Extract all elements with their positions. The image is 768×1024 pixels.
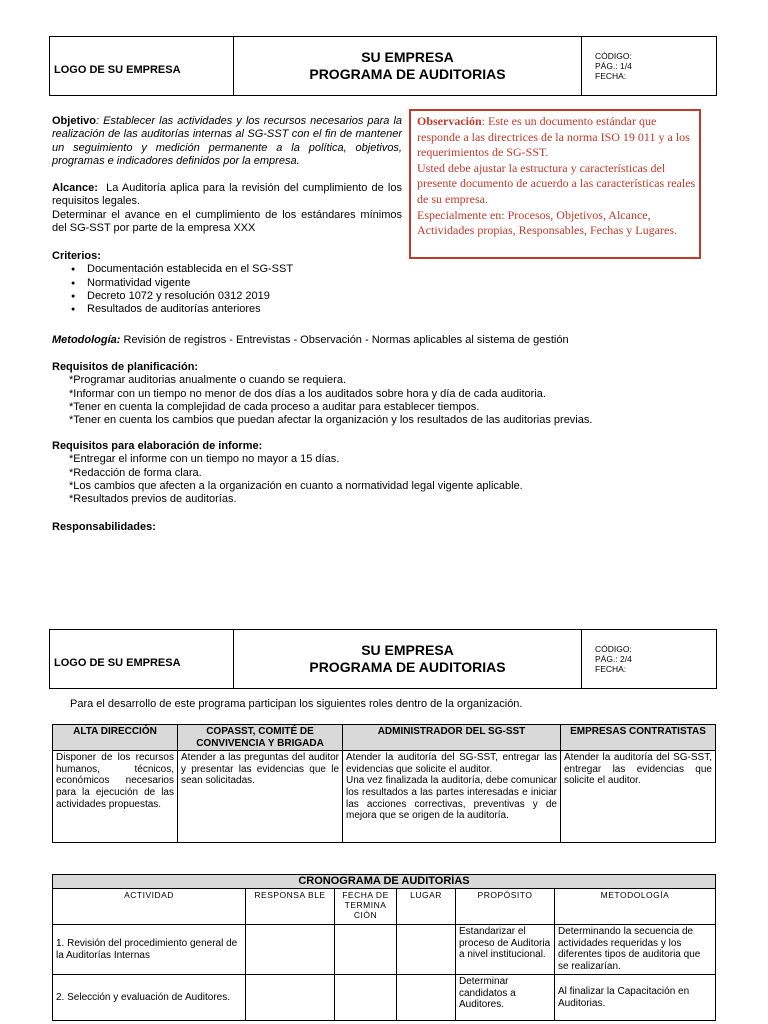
roles-cell: Disponer de los recursos humanos, técnicos, económicos necesarios para la ejecución de las actividades propuestas. — [53, 751, 178, 843]
schedule-table — [52, 874, 716, 1021]
informe-label: Requisitos para elaboración de informe: — [52, 440, 263, 452]
schedule-cell — [397, 925, 456, 975]
criterios-section — [52, 250, 552, 316]
schedule-header: ACTIVIDAD — [53, 889, 246, 925]
schedule-cell: Determinar candidatos a Auditores. — [456, 975, 555, 1021]
roles-cell-text: Atender la auditoría del SG-SST, entregar las evidencias que solicite el auditor. — [346, 752, 557, 775]
informe-section — [52, 440, 712, 506]
roles-header: ADMINISTRADOR DEL SG-SST — [343, 725, 561, 751]
metodologia-text: Revisión de registros - Entrevistas - Observación - Normas aplicables al sistema de gestión — [123, 334, 569, 346]
header-meta — [582, 630, 717, 689]
schedule-cell — [335, 975, 397, 1021]
schedule-cell — [246, 975, 335, 1021]
objetivo-text: : Establecer las actividades y los recursos necesarios para la realización de las auditorías internas al SG-SST con el fin de mantener un seguimiento y medición permanente a la política, objetivos, programas e indicadores definidos por la empresa. — [52, 115, 402, 167]
list-item: *Los cambios que afecten a la organización en cuanto a normatividad legal vigente aplicable. — [69, 479, 523, 492]
alcance-text-1: La Auditoría aplica para la revisión del cumplimiento de los requisitos legales. — [52, 182, 402, 208]
planificacion-label: Requisitos de planificación: — [52, 361, 199, 373]
metodologia-label: Metodología: — [52, 334, 121, 346]
list-item: ● Normatividad vigente — [52, 277, 552, 290]
responsabilidades-label: Responsabilidades: — [52, 521, 156, 533]
page1-header — [49, 36, 717, 96]
code-label: CÓDIGO: — [595, 644, 632, 654]
schedule-cell — [335, 925, 397, 975]
roles-intro: Para el desarrollo de este programa participan los siguientes roles dentro de la organización. — [70, 698, 523, 710]
schedule-header: FECHA DE TERMINA CIÓN — [335, 889, 397, 925]
logo-placeholder: LOGO DE SU EMPRESA — [50, 37, 234, 96]
roles-cell — [343, 751, 561, 843]
planificacion-section — [52, 361, 712, 427]
list-item: *Tener en cuenta la complejidad de cada proceso a auditar para establecer tiempos. — [69, 400, 480, 413]
list-item: ● Documentación establecida en el SG-SST — [52, 263, 552, 276]
alcance-section — [52, 182, 402, 235]
company-name: SU EMPRESA — [361, 49, 454, 65]
alcance-label: Alcance: — [52, 182, 98, 194]
roles-cell-text: Una vez finalizada la auditoría, debe comunicar los resultados a las partes interesadas e iniciar las acciones correctivas, preventivas y de mejora que se origen de la auditoría. — [346, 775, 557, 822]
observation-label: Observación — [417, 114, 482, 128]
logo-placeholder: LOGO DE SU EMPRESA — [50, 630, 234, 689]
list-item: ● Resultados de auditorías anteriores — [52, 303, 552, 316]
page2-header — [49, 629, 717, 689]
schedule-cell: Al finalizar la Capacitación en Auditorias. — [555, 975, 716, 1021]
objetivo-label: Objetivo — [52, 115, 97, 127]
code-label: CÓDIGO: — [595, 51, 632, 61]
roles-table — [52, 724, 716, 843]
date-label: FECHA: — [595, 71, 627, 81]
list-item: *Entregar el informe con un tiempo no mayor a 15 días. — [69, 453, 340, 466]
table-row — [53, 975, 716, 1021]
schedule-header: LUGAR — [397, 889, 456, 925]
roles-header: EMPRESAS CONTRATISTAS — [561, 725, 716, 751]
header-meta — [582, 37, 717, 96]
roles-cell: Atender la auditoría del SG-SST, entregar las evidencias que solicite el auditor. — [561, 751, 716, 843]
list-item: *Resultados previos de auditorías. — [69, 493, 237, 506]
alcance-text-2: Determinar el avance en el cumplimiento de los estándares mínimos del SG-SST por parte de la empresa XXX — [52, 208, 402, 234]
metodologia-section — [52, 334, 702, 347]
date-label: FECHA: — [595, 664, 627, 674]
list-item: *Tener en cuenta los cambios que puedan afectar la organización y los resultados de las auditorias previas. — [69, 414, 593, 427]
schedule-title: CRONOGRAMA DE AUDITORÍAS — [53, 875, 716, 889]
schedule-cell: Determinando la secuencia de actividades requeridas y los diferentes tipos de auditoria que se realizarían. — [555, 925, 716, 975]
list-item: *Programar auditorias anualmente o cuando se requiera. — [69, 374, 346, 387]
list-item: ● Decreto 1072 y resolución 0312 2019 — [52, 290, 552, 303]
table-row — [53, 925, 716, 975]
header-title — [234, 37, 582, 96]
criterios-list — [52, 263, 552, 316]
header-title — [234, 630, 582, 689]
program-title: PROGRAMA DE AUDITORIAS — [309, 66, 506, 82]
schedule-cell: Estandarizar el proceso de Auditoria a nivel institucional. — [456, 925, 555, 975]
page-number: PÁG.: 1/4 — [595, 61, 632, 71]
schedule-cell: 2. Selección y evaluación de Auditores. — [53, 975, 246, 1021]
page-number: PÁG.: 2/4 — [595, 654, 632, 664]
roles-cell: Atender a las preguntas del auditor y presentar las evidencias que le sean solicitadas. — [178, 751, 343, 843]
observation-box — [409, 109, 701, 259]
program-title: PROGRAMA DE AUDITORIAS — [309, 659, 506, 675]
schedule-header: METODOLOGÍA — [555, 889, 716, 925]
company-name: SU EMPRESA — [361, 642, 454, 658]
observation-text-1: : Este es un documento estándar que responde a las directrices de la norma ISO 19 011 y a los requerimientos de SG-SST. — [417, 114, 690, 160]
schedule-header: RESPONSA BLE — [246, 889, 335, 925]
criterios-label: Criterios: — [52, 250, 101, 262]
schedule-header: PROPÓSITO — [456, 889, 555, 925]
schedule-cell — [397, 975, 456, 1021]
objetivo-section — [52, 115, 402, 168]
list-item: *Redacción de forma clara. — [69, 466, 202, 479]
roles-header: ALTA DIRECCIÓN — [53, 725, 178, 751]
schedule-cell — [246, 925, 335, 975]
roles-header: COPASST, COMITÉ DE CONVIVENCIA Y BRIGADA — [178, 725, 343, 751]
schedule-cell: 1. Revisión del procedimiento general de la Auditorías Internas — [53, 925, 246, 975]
observation-text-3: Especialmente en: Procesos, Objetivos, Alcance, Actividades propias, Responsables, Fechas y Lugares. — [417, 207, 677, 238]
observation-text-2: Usted debe ajustar la estructura y características del presente documento de acuerdo a las características reales de su empresa. — [417, 160, 696, 206]
list-item: *Informar con un tiempo no menor de dos días a los auditados sobre hora y día de cada auditoria. — [69, 387, 546, 400]
